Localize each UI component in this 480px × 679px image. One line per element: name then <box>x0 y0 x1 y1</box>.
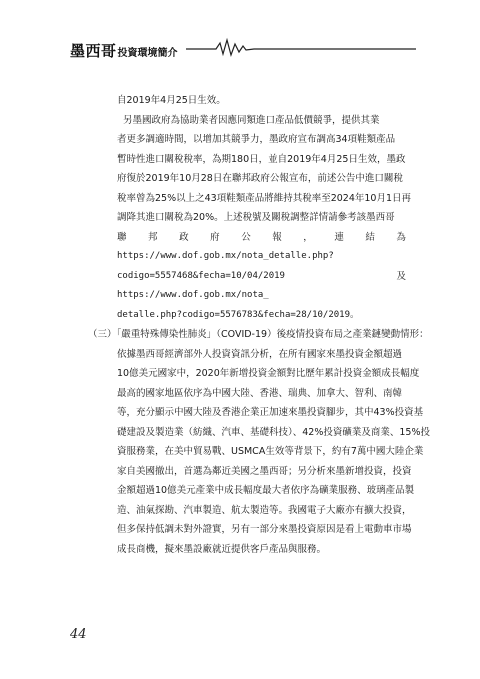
section-heading: （三）「嚴重特殊傳染性肺炎」（COVID-19）後疫情投資布局之產業鏈變動情形： <box>88 329 429 340</box>
page-body <box>88 91 430 559</box>
page-number: 44 <box>70 627 87 642</box>
justified-word: 連 <box>334 231 344 243</box>
paragraph-line: 自2019年4月25日生效。 <box>117 95 226 106</box>
url-line: https://www.dof.gob.mx/nota_ <box>117 290 269 300</box>
justified-word: 結 <box>365 231 375 243</box>
justified-word: ， <box>303 231 313 243</box>
justified-word: 府 <box>210 231 220 243</box>
paragraph-line: 依據墨西哥經濟部外人投資資訊分析，在所有國家來墨投資金額超過 <box>117 348 403 360</box>
url-continuation: codigo=5557468&fecha=10/04/2019 <box>117 270 285 281</box>
paragraph-line: 另墨國政府為協助業者因應同類進口產品低價競爭，提供其業 <box>123 114 380 126</box>
url-line: https://www.dof.gob.mx/nota_detalle.php? <box>117 251 334 261</box>
paragraph-line <box>88 228 418 248</box>
paragraph-line: 暫時性進口關稅稅率，為期180日，並自2019年4月25日生效，墨政 <box>117 153 406 165</box>
running-header <box>70 40 178 61</box>
url-line <box>88 267 418 287</box>
justified-text-line <box>117 228 406 248</box>
paragraph-line: 成長商機，擬來墨設廠就近提供客戶產品與服務。 <box>117 543 327 555</box>
paragraph-line: 但多保持低調未對外證實，另有一部分來墨投資原因是看上電動車市場 <box>117 524 412 535</box>
conjunction-text: 及 <box>396 270 406 282</box>
paragraph-line: 資服務業，在美中貿易戰、USMCA生效等背景下，約有7萬中國大陸企業 <box>117 446 424 457</box>
paragraph-line: 府復於2019年10月28日在聯邦政府公報宣布，前述公告中進口關稅 <box>117 173 403 184</box>
paragraph-line: 等，充分顯示中國大陸及香港企業正加速來墨投資腳步，其中43%投資基 <box>117 407 424 418</box>
paragraph-line: 最高的國家地區依序為中國大陸、香港、瑞典、加拿大、智利、南韓 <box>117 387 403 399</box>
justified-word: 為 <box>396 231 406 243</box>
justified-word: 公 <box>241 231 251 243</box>
paragraph-line: 金額超過10億美元產業中成長幅度最大者依序為礦業服務、玻璃產品製 <box>117 485 415 496</box>
header-subtitle: 投資環境簡介 <box>117 48 178 59</box>
paragraph-line: 者更多調適時間，以增加其競爭力，墨政府宣布調高34項鞋類產品 <box>117 134 396 145</box>
paragraph-line: 調降其進口關稅為20%。上述稅號及關稅調整詳情請參考該墨西哥 <box>117 212 395 223</box>
url-line: detalle.php?codigo=5576783&fecha=28/10/2019。 <box>117 309 359 320</box>
paragraph-line: 稅率曾為25%以上之43項鞋類產品將維持其稅率至2024年10月1日再 <box>117 192 412 204</box>
heartbeat-line-icon <box>186 37 416 57</box>
justified-word: 聯 <box>117 231 127 243</box>
header-title: 墨西哥 <box>70 42 117 60</box>
justified-word: 政 <box>179 231 189 243</box>
paragraph-line: 造、油氣探勘、汽車製造、航太製造等。我國電子大廠亦有擴大投資， <box>117 504 412 516</box>
paragraph-line: 礎建設及製造業（紡織、汽車、基礎科技）、42%投資礦業及商業、15%投 <box>117 426 430 438</box>
justified-word: 邦 <box>148 231 158 243</box>
justified-word: 報 <box>272 231 282 243</box>
paragraph-line: 家自美國撤出，首選為鄰近美國之墨西哥；另分析來墨新增投資，投資 <box>117 465 412 477</box>
paragraph-line: 10億美元國家中，2020年新增投資金額對比歷年累計投資金額成長幅度 <box>117 368 420 379</box>
